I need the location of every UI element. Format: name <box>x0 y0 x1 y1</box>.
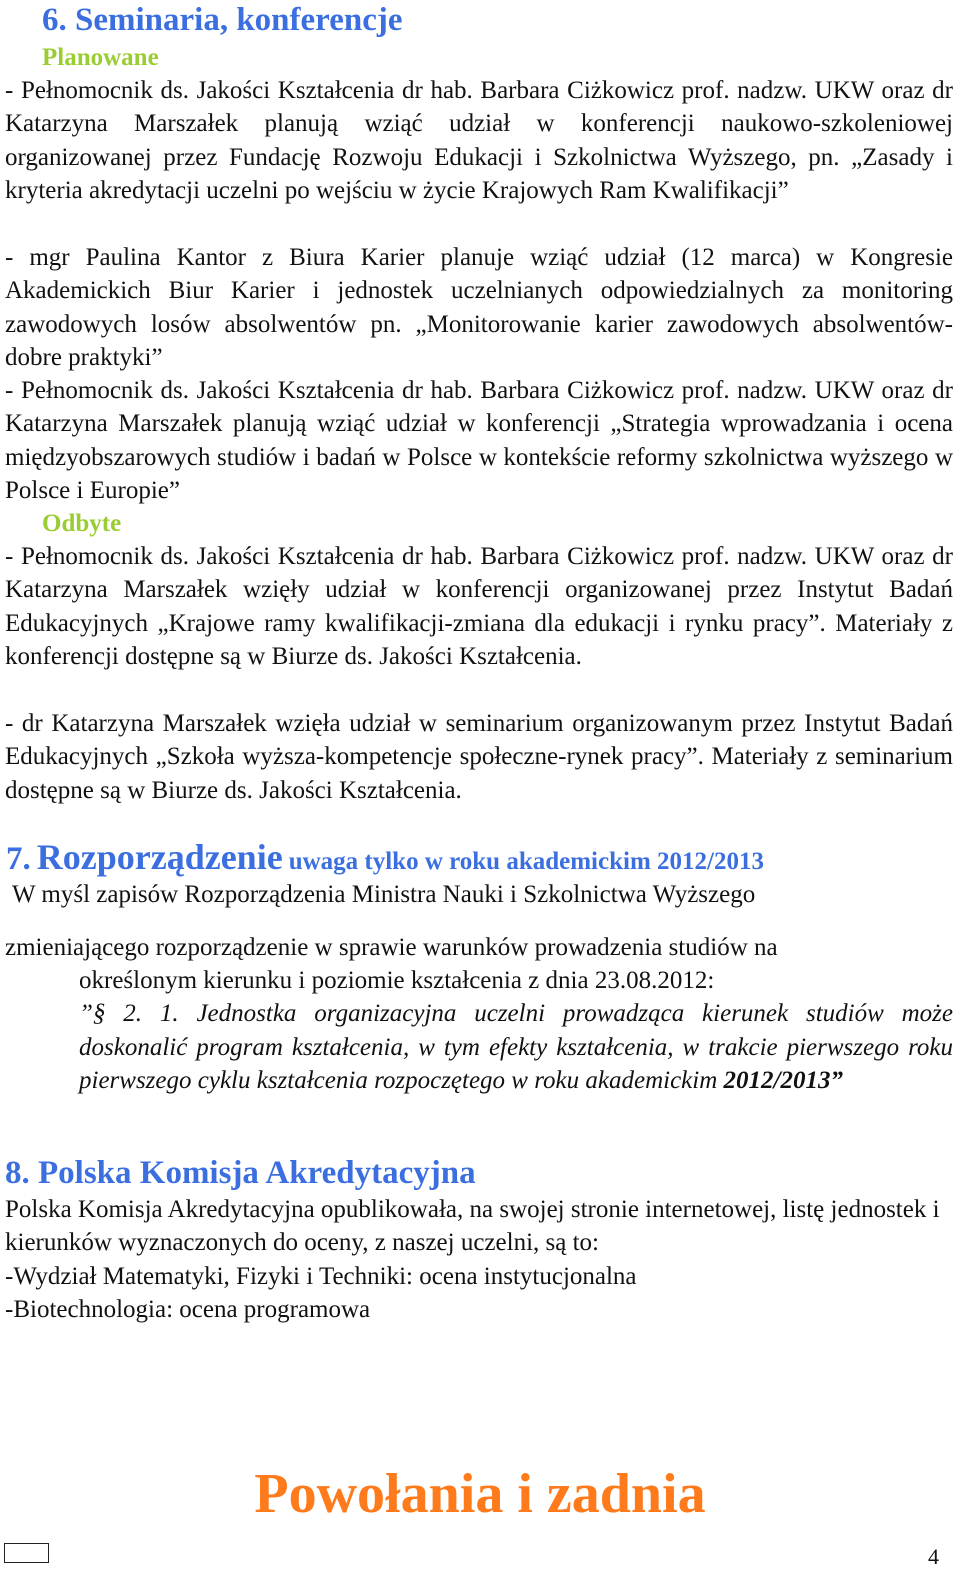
regulation-indented-block <box>79 964 953 1097</box>
footer-box <box>4 1543 49 1563</box>
section-7-heading <box>6 835 764 884</box>
done-item-2: - dr Katarzyna Marszałek wzięła udział w seminarium organizowanym przez Instytut Badań Edukacyjnych „Szkoła wyższa-kompetencje społeczne-rynek pracy”. Materiały z seminarium dostępne są w Biurze ds. Jakości Kształcenia. <box>5 710 953 804</box>
section-8-heading: 8. Polska Komisja Akredytacyjna <box>5 1155 476 1191</box>
next-section-title: Powołania i zadnia <box>254 1463 706 1525</box>
section-6-heading: 6. Seminaria, konferencje <box>42 2 403 38</box>
done-subheading: Odbyte <box>42 510 122 537</box>
section-7-title: Rozporządzenie <box>36 837 283 877</box>
pka-block <box>5 1193 955 1326</box>
regulation-line-2: zmieniającego rozporządzenie w sprawie warunków prowadzenia studiów na <box>5 934 778 961</box>
regulation-line-3: określonym kierunku i poziomie kształcenia z dnia 23.08.2012: <box>79 967 715 994</box>
planned-item-1: - Pełnomocnik ds. Jakości Kształcenia dr hab. Barbara Ciżkowicz prof. nadzw. UKW oraz dr Katarzyna Marszałek planują wziąć udział w konferencji naukowo-szkoleniowej organizowanej przez Fundację Rozwoju Edukacji i Szkolnictwa Wyższego, pn. „Zasady i kryteria akredytacji uczelni po wejściu w życie Krajowych Ram Kwalifikacji” <box>5 77 953 204</box>
regulation-quote-year: 2012/2013” <box>723 1066 843 1094</box>
planned-item-3: - Pełnomocnik ds. Jakości Kształcenia dr hab. Barbara Ciżkowicz prof. nadzw. UKW oraz dr Katarzyna Marszałek planują wziąć udział w konferencji „Strategia wprowadzania i ocena międzyobszarowych studiów i badań w Polsce w kontekście reformy szkolnictwa wyższego w Polsce i Europie” <box>5 377 953 504</box>
section-7-note: uwaga tylko w roku akademickim 2012/2013 <box>288 848 764 875</box>
section-7-number: 7. <box>6 841 31 877</box>
pka-item-1: -Wydział Matematyki, Fizyki i Techniki: ocena instytucjonalna <box>5 1262 637 1290</box>
planned-item-2: - mgr Paulina Kantor z Biura Karier planuje wziąć udział (12 marca) w Kongresie Akademickich Biur Karier i jednostek uczelnianych odpowiedzialnych za monitoring zawodowych losów absolwentów pn. „Monitorowanie karier zawodowych absolwentów-dobre praktyki” <box>5 244 953 371</box>
done-item-1: - Pełnomocnik ds. Jakości Kształcenia dr hab. Barbara Ciżkowicz prof. nadzw. UKW oraz dr Katarzyna Marszałek wzięły udział w konferencji organizowanej przez Instytut Badań Edukacyjnych „Krajowe ramy kwalifikacji-zmiana dla edukacji i rynku pracy”. Materiały z konferencji dostępne są w Biurze ds. Jakości Kształcenia. <box>5 543 953 670</box>
regulation-quote: ”§ 2. 1. Jednostka organizacyjna uczelni prowadząca kierunek studiów może doskonalić program kształcenia, w tym efekty kształcenia, w trakcie pierwszego roku pierwszego cyklu kształcenia rozpoczętego w roku akademickim <box>79 1000 953 1094</box>
planned-subheading: Planowane <box>42 44 159 71</box>
pka-intro: Polska Komisja Akredytacyjna opublikowała, na swojej stronie internetowej, listę jednostek i kierunków wyznaczonych do oceny, z naszej uczelni, są to: <box>5 1196 940 1257</box>
regulation-intro-line: W myśl zapisów Rozporządzenia Ministra Nauki i Szkolnictwa Wyższego <box>12 881 756 908</box>
page-number: 4 <box>928 1544 939 1569</box>
pka-item-2: -Biotechnologia: ocena programowa <box>5 1295 371 1323</box>
